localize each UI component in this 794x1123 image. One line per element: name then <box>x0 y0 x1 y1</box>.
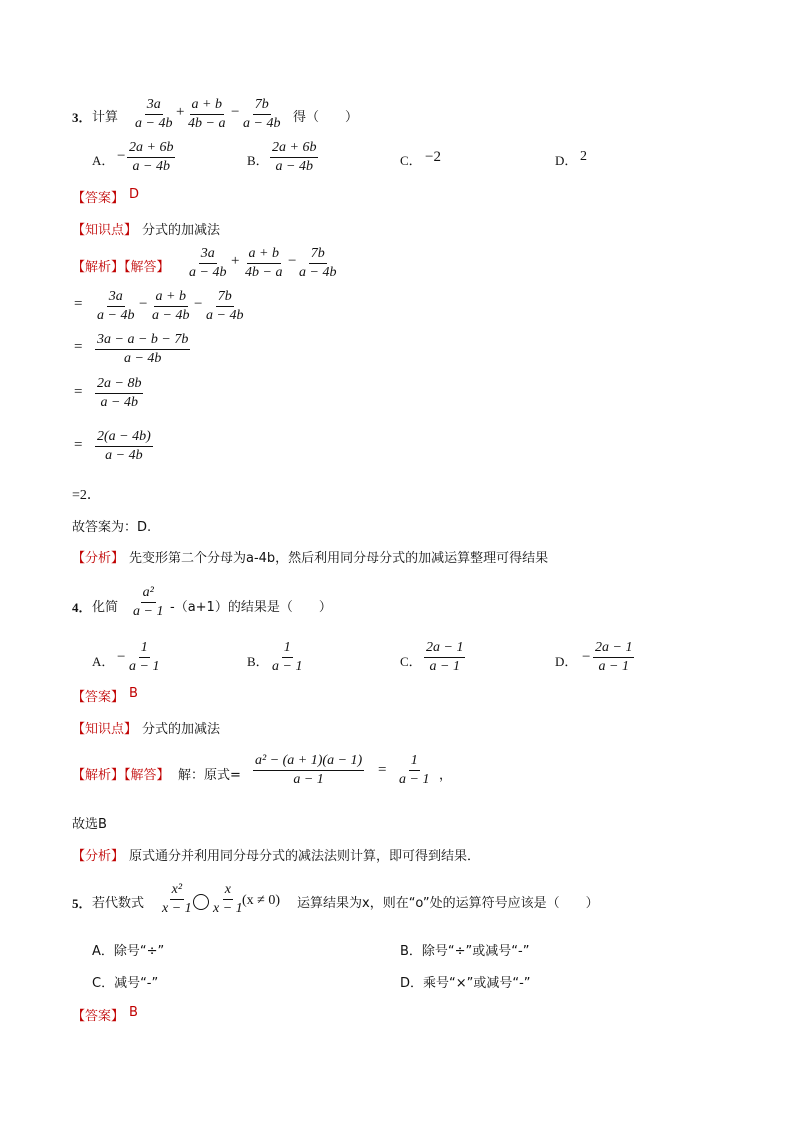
option-b-label: B． <box>247 153 269 168</box>
fraction: $\frac{2(a - 4b)}{a - 4b}$ <box>97 429 151 463</box>
equals-sign: = <box>74 384 83 400</box>
option-d-label: D． <box>555 654 578 669</box>
analysis-tag: 【分析】 <box>72 849 125 864</box>
option-c: C．减号“-” <box>92 976 159 991</box>
minus-operator: − <box>139 296 148 312</box>
equals-sign: = <box>378 762 387 778</box>
minus-operator: − <box>288 253 297 269</box>
operator-placeholder-circle <box>193 894 209 910</box>
option-c-label: C． <box>400 654 422 669</box>
fraction: $\frac{7b}{a - 4b}$ <box>299 246 337 280</box>
option-b-fraction: $\frac{1}{a - 1}$ <box>272 640 303 674</box>
knowledge-point-tag: 【知识点】 <box>72 223 138 238</box>
conclusion: 故选B <box>72 817 107 832</box>
fraction: $\frac{\text{x²}}{x - 1}$ <box>162 882 192 916</box>
question-lead: 化简 <box>92 600 119 615</box>
question-number: 5． <box>72 896 92 911</box>
equals-sign: = <box>74 437 83 453</box>
answer-value: B <box>129 686 138 701</box>
option-a-fraction: $\frac{2a + 6b}{a - 4b}$ <box>129 140 174 174</box>
option-a-label: A． <box>92 654 115 669</box>
fraction: $\frac{a + b}{4b - a}$ <box>245 246 283 280</box>
option-d-fraction: $\frac{2a - 1}{a - 1}$ <box>595 640 633 674</box>
option-a: A．除号“÷” <box>92 944 165 959</box>
fraction: $\frac{a + b}{4b - a}$ <box>188 97 226 131</box>
equals-sign: = <box>74 339 83 355</box>
knowledge-point: 分式的加减法 <box>142 223 221 238</box>
option-c-fraction: $\frac{2a - 1}{a - 1}$ <box>426 640 464 674</box>
fraction: $\frac{2a - 8b}{a - 4b}$ <box>97 376 142 410</box>
question-number: 3． <box>72 110 92 125</box>
question-number: 4． <box>72 600 92 615</box>
question-tail: 得（ ） <box>293 110 359 125</box>
fraction: $\frac{3a - a - b - 7b}{a - 4b}$ <box>97 332 189 366</box>
fraction: $\frac{1}{a - 1}$ <box>399 753 430 787</box>
comma: ， <box>439 768 453 783</box>
fraction: $\frac{x}{x - 1}$ <box>213 882 243 916</box>
solution-tag: 【解析】【解答】 <box>72 768 170 783</box>
answer-tag: 【答案】 <box>72 1009 125 1024</box>
option-a-fraction: $\frac{1}{a - 1}$ <box>129 640 160 674</box>
minus-operator: − <box>231 104 240 120</box>
question-lead: 若代数式 <box>92 896 145 911</box>
answer-value: D <box>129 187 140 202</box>
fraction: $\frac{\text{a²}}{a - 1}$ <box>133 585 164 619</box>
option-b-label: B． <box>247 654 269 669</box>
option-c-value: −2 <box>425 149 441 165</box>
analysis-tag: 【分析】 <box>72 551 125 566</box>
minus-sign: − <box>117 148 126 164</box>
solution-lead: 解：原式= <box>178 768 241 783</box>
knowledge-point-tag: 【知识点】 <box>72 722 138 737</box>
fraction: $\frac{\text{a² − (a + 1)(a − 1)}}{a - 1}$ <box>255 753 363 787</box>
question-lead: 计算 <box>92 110 119 125</box>
plus-operator: + <box>176 104 185 120</box>
option-b: B．除号“÷”或减号“-” <box>400 944 530 959</box>
option-b-fraction: $\frac{2a + 6b}{a - 4b}$ <box>272 140 317 174</box>
option-d: D．乘号“×”或减号“-” <box>400 976 531 991</box>
conclusion: 故答案为：D. <box>72 520 152 535</box>
condition: (x ≠ 0) <box>242 893 281 908</box>
fraction: $\frac{3a}{a - 4b}$ <box>189 246 227 280</box>
fraction: $\frac{3a}{a - 4b}$ <box>135 97 173 131</box>
option-c-label: C． <box>400 153 422 168</box>
minus-sign: − <box>582 649 591 665</box>
answer-value: B <box>129 1005 138 1020</box>
fraction: $\frac{7b}{a - 4b}$ <box>243 97 281 131</box>
fraction: $\frac{7b}{a - 4b}$ <box>206 289 244 323</box>
plus-operator: + <box>231 253 240 269</box>
question-tail: -（a+1）的结果是（ ） <box>170 600 332 615</box>
equals-sign: = <box>74 296 83 312</box>
fraction: $\frac{a + b}{a - 4b}$ <box>152 289 190 323</box>
analysis-text: 原式通分并利用同分母分式的减法法则计算，即可得到结果． <box>129 849 481 864</box>
option-d-label: D． <box>555 153 578 168</box>
answer-tag: 【答案】 <box>72 690 125 705</box>
answer-tag: 【答案】 <box>72 191 125 206</box>
minus-sign: − <box>117 649 126 665</box>
question-tail: 运算结果为x，则在“o”处的运算符号应该是（ ） <box>297 896 599 911</box>
knowledge-point: 分式的加减法 <box>142 722 221 737</box>
option-a-label: A． <box>92 153 115 168</box>
option-d-value: 2 <box>580 149 587 164</box>
fraction: $\frac{3a}{a - 4b}$ <box>97 289 135 323</box>
solution-tag: 【解析】【解答】 <box>72 260 170 275</box>
minus-operator: − <box>194 296 203 312</box>
analysis-text: 先变形第二个分母为a-4b，然后利用同分母分式的加减运算整理可得结果 <box>129 551 549 566</box>
final-result: =2． <box>72 488 101 503</box>
